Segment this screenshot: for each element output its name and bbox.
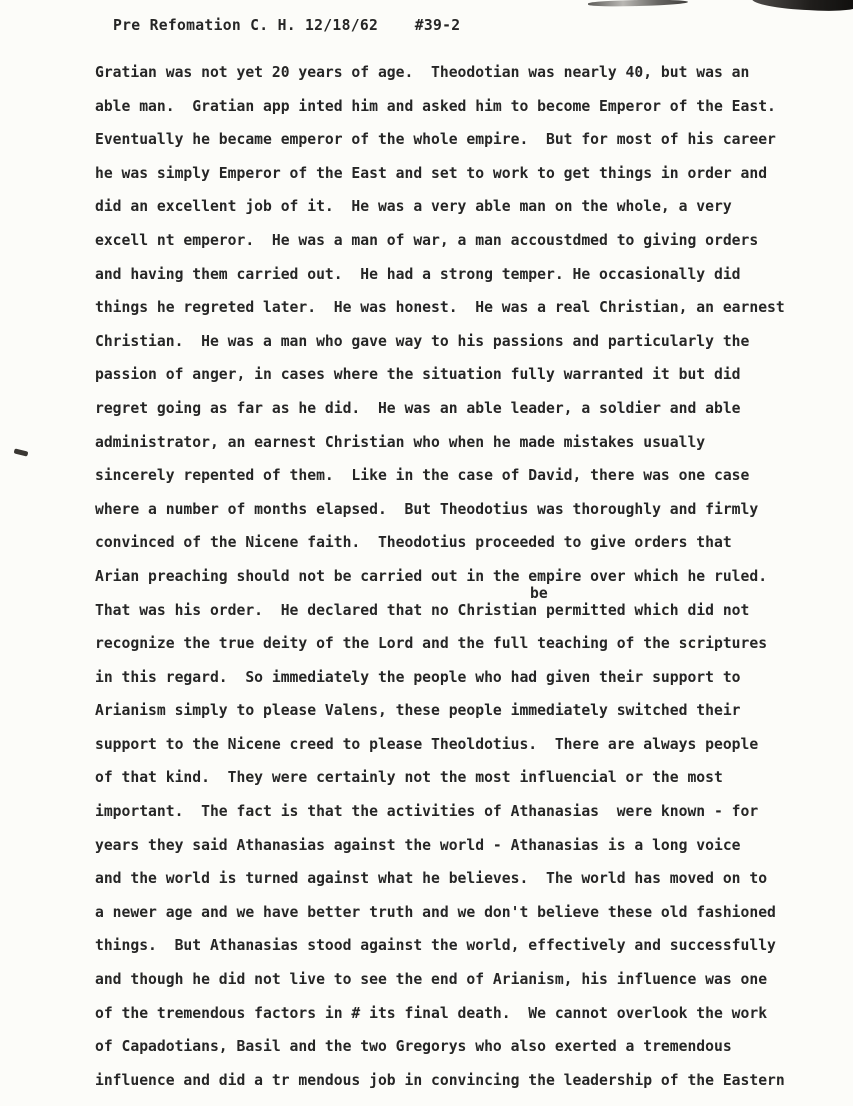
scan-smudge-top-right [752, 0, 853, 12]
text-line: administrator, an earnest Christian who when he made mistakes usually [95, 433, 706, 451]
margin-mark [14, 448, 29, 456]
text-line: sincerely repented of them. Like in the case of David, there was one case [95, 467, 750, 485]
text-line: Christian. He was a man who gave way to his passions and particularly the [95, 332, 750, 350]
text-line: things. But Athanasias stood against the world, effectively and successfully [95, 937, 776, 955]
text-line: years they said Athanasias against the world - Athanasias is a long voice [95, 836, 741, 854]
text-line: of Capadotians, Basil and the two Gregorys who also exerted a tremendous [95, 1038, 732, 1056]
text-line: things he regreted later. He was honest. He was a real Christian, an earnest [95, 299, 785, 317]
text-line: support to the Nicene creed to please Theoldotius. There are always people [95, 735, 759, 753]
text-line: of the tremendous factors in # its final death. We cannot overlook the work [95, 1004, 768, 1022]
text-line: and though he did not live to see the end of Arianism, his influence was one [95, 971, 768, 989]
text-line: Arianism simply to please Valens, these people immediately switched their [95, 702, 741, 720]
text-line: That was his order. He declared that no Christian permitted which did not [95, 601, 750, 619]
scan-smudge-top [588, 0, 688, 7]
text-line: regret going as far as he did. He was an able leader, a soldier and able [95, 399, 741, 417]
text-line: he was simply Emperor of the East and set to work to get things in order and [95, 164, 768, 182]
text-line: excell nt emperor. He was a man of war, a man accoustdmed to giving orders [95, 231, 759, 249]
text-line: did an excellent job of it. He was a very able man on the whole, a very [95, 198, 732, 216]
text-line: and the world is turned against what he believes. The world has moved on to [95, 870, 768, 888]
text-line: important. The fact is that the activities of Athanasias were known - for [95, 803, 759, 821]
text-line: recognize the true deity of the Lord and the full teaching of the scriptures [95, 635, 768, 653]
text-line: a newer age and we have better truth and we don't believe these old fashioned [95, 903, 776, 921]
document-body [95, 56, 785, 1097]
text-line: of that kind. They were certainly not the most influencial or the most [95, 769, 723, 787]
document-header: Pre Refomation C. H. 12/18/62 #39-2 [113, 17, 461, 34]
text-line: passion of anger, in cases where the situation fully warranted it but did [95, 366, 741, 384]
text-line: Gratian was not yet 20 years of age. Theodotian was nearly 40, but was an [95, 64, 750, 81]
text-line: influence and did a tr mendous job in convincing the leadership of the Eastern [95, 1071, 785, 1089]
text-line: Arian preaching should not be carried out in the empire over which he ruled. [95, 567, 768, 585]
text-line: where a number of months elapsed. But Theodotius was thoroughly and firmly [95, 500, 759, 518]
text-line: Eventually he became emperor of the whole empire. But for most of his career [95, 131, 776, 149]
text-line: and having them carried out. He had a strong temper. He occasionally did [95, 265, 741, 283]
text-line: able man. Gratian app inted him and asked him to become Emperor of the East. [95, 97, 776, 115]
text-line: in this regard. So immediately the people who had given their support to [95, 668, 741, 686]
interlinear-insertion: be [530, 585, 548, 602]
text-line: convinced of the Nicene faith. Theodotius proceeded to give orders that [95, 534, 732, 552]
